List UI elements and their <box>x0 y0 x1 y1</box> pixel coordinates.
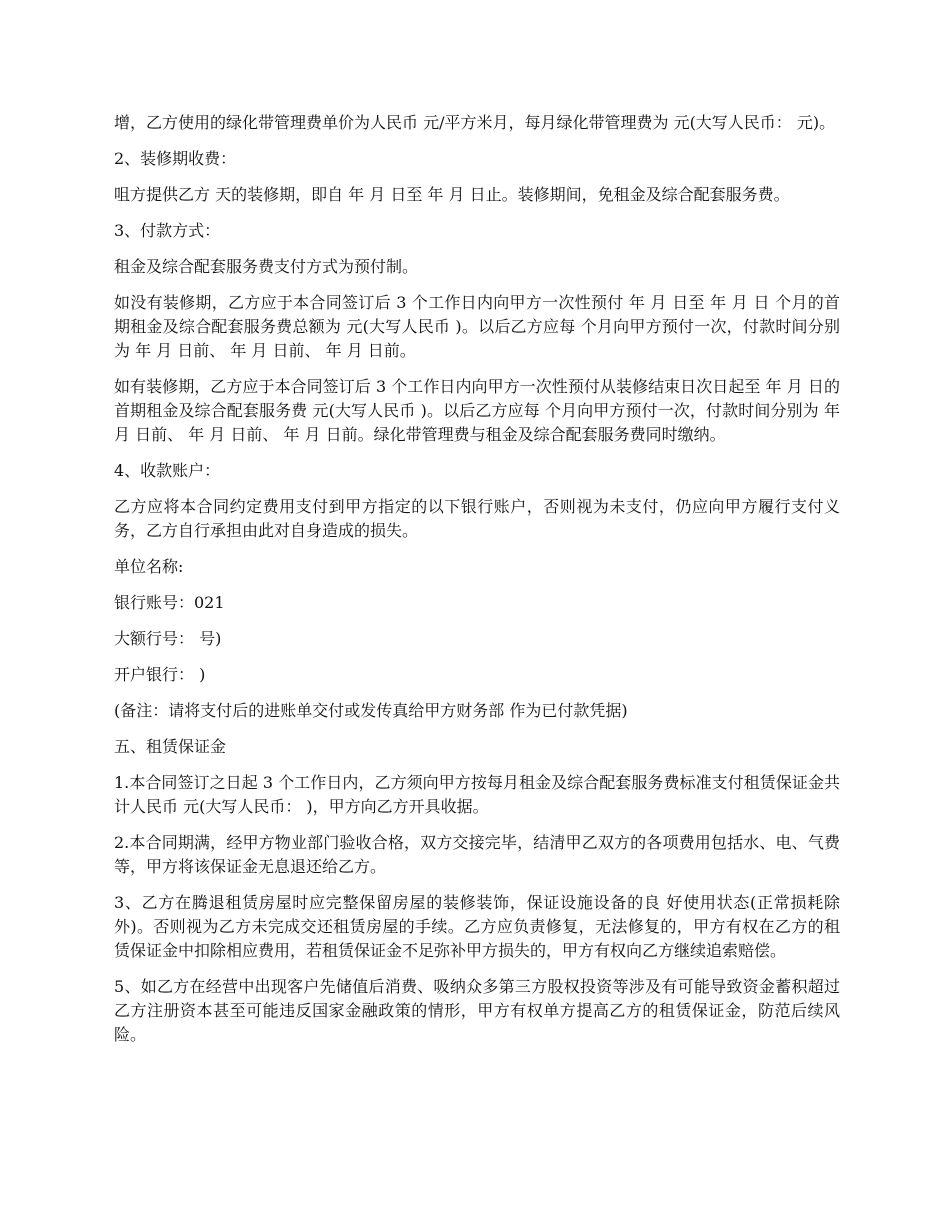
field-unit-name: 单位名称: <box>114 557 184 576</box>
field-bank-account: 银行账号：021 <box>114 593 225 612</box>
paragraph-account-instruction: 乙方应将本合同约定费用支付到甲方指定的以下银行账户，否则视为未支付，仍应向甲方履行支付义务，乙方自行承担由此对自身造成的损失。 <box>114 497 840 540</box>
paragraph-deposit-5: 5、如乙方在经营中出现客户先储值后消费、吸纳众多第三方股权投资等涉及有可能导致资金蓄积超过乙方注册资本甚至可能违反国家金融政策的情形，甲方有权单方提高乙方的租赁保证金，防范后续风险。 <box>114 977 840 1044</box>
heading-payment-method: 3、付款方式： <box>114 221 221 240</box>
paragraph-with-renovation-payment: 如有装修期，乙方应于本合同签订后 3 个工作日内向甲方一次性预付从装修结束日次日起至 年 月 日的首期租金及综合配套服务费 元(大写人民币 )。以后乙方应每 个月向甲方预付一次，付款时间分别为 年 月 日前、 年 月 日前、 年 月 日前。绿化带管理费与租金及综合配套服务费同时缴纳。 <box>114 377 840 444</box>
paragraph-prepayment: 租金及综合配套服务费支付方式为预付制。 <box>114 257 419 276</box>
field-opening-bank: 开户银行： ) <box>114 665 206 684</box>
paragraph-deposit-1: 1.本合同签订之日起 3 个工作日内，乙方须向甲方按每月租金及综合配套服务费标准支付租赁保证金共计人民币 元(大写人民币： )，甲方向乙方开具收据。 <box>114 773 840 816</box>
document-page <box>114 111 840 1059</box>
paragraph-no-renovation-payment: 如没有装修期，乙方应于本合同签订后 3 个工作日内向甲方一次性预付 年 月 日至 年 月 日 个月的首期租金及综合配套服务费总额为 元(大写人民币 )。以后乙方应每 个月向甲方预付一次，付款时间分别为 年 月 日前、 年 月 日前、 年 月 日前。 <box>114 293 840 360</box>
paragraph-greening-fee: 增，乙方使用的绿化带管理费单价为人民币 元/平方米月，每月绿化带管理费为 元(大写人民币： 元)。 <box>114 113 836 132</box>
field-large-amount-number: 大额行号： 号) <box>114 629 222 648</box>
heading-receiving-account: 4、收款账户： <box>114 461 221 480</box>
paragraph-deposit-2: 2.本合同期满，经甲方物业部门验收合格，双方交接完毕，结清甲乙双方的各项费用包括水、电、气费等，甲方将该保证金无息退还给乙方。 <box>114 833 840 876</box>
heading-renovation-fee: 2、装修期收费： <box>114 149 237 168</box>
paragraph-deposit-3: 3、乙方在腾退租赁房屋时应完整保留房屋的装修装饰，保证设施设备的良 好使用状态(正常损耗除外)。否则视为乙方未完成交还租赁房屋的手续。乙方应负责修复，无法修复的，甲方有权在乙方的租赁保证金中扣除相应费用，若租赁保证金不足弥补甲方损失的，甲方有权向乙方继续追索赔偿。 <box>114 893 840 960</box>
paragraph-renovation-period: 咀方提供乙方 天的装修期，即自 年 月 日至 年 月 日止。装修期间，免租金及综合配套服务费。 <box>114 185 790 204</box>
paragraph-remark: (备注：请将支付后的进账单交付或发传真给甲方财务部 作为已付款凭据) <box>114 701 628 720</box>
heading-rental-deposit: 五、租赁保证金 <box>114 737 227 756</box>
